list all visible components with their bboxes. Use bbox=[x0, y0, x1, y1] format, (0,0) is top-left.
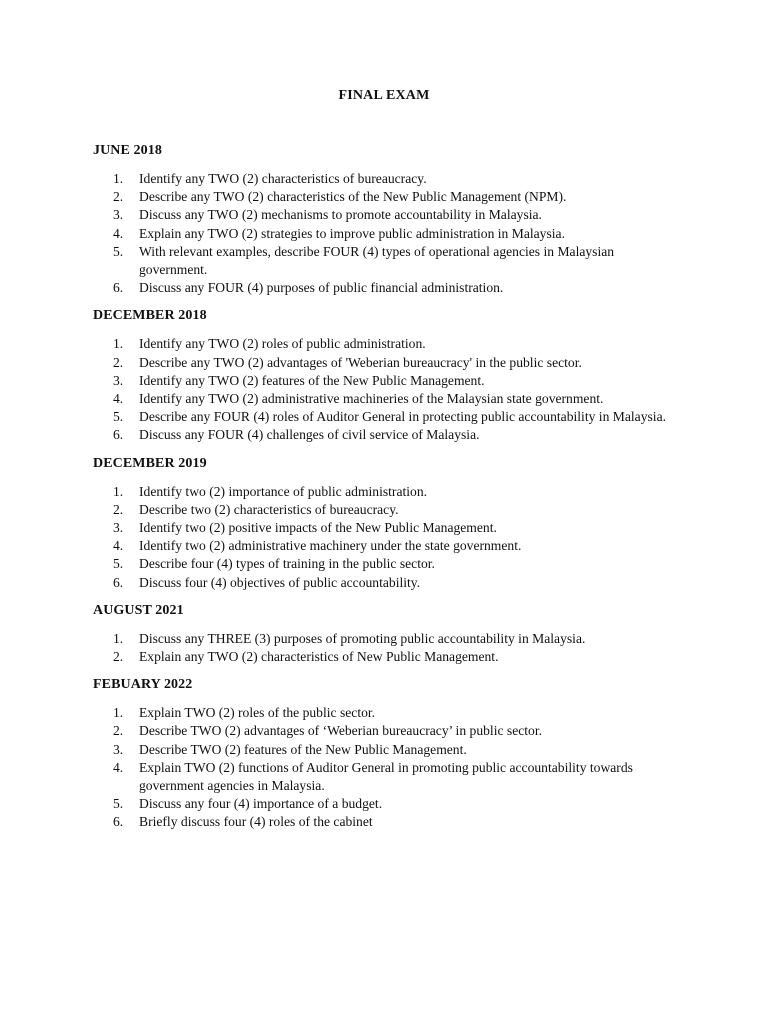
question-number: 2. bbox=[113, 649, 124, 665]
question-item bbox=[93, 741, 693, 759]
question-text: Discuss any four (4) importance of a budget. bbox=[139, 796, 383, 812]
document-title: FINAL EXAM bbox=[338, 88, 430, 103]
question-item bbox=[93, 574, 693, 592]
question-number: 6. bbox=[113, 280, 124, 296]
question-number: 2. bbox=[113, 189, 124, 205]
question-text: Describe any FOUR (4) roles of Auditor General in protecting public accountability in Malaysia. bbox=[139, 409, 666, 425]
question-number: 5. bbox=[113, 243, 124, 259]
section-heading: FEBUARY 2022 bbox=[93, 677, 193, 693]
question-item bbox=[93, 722, 693, 740]
question-number: 1. bbox=[113, 483, 124, 499]
exam-section bbox=[93, 455, 693, 592]
question-item bbox=[93, 279, 693, 297]
question-number: 1. bbox=[113, 630, 124, 646]
question-number: 2. bbox=[113, 501, 124, 517]
question-item bbox=[93, 759, 693, 795]
question-item bbox=[93, 335, 693, 353]
exam-section bbox=[93, 602, 693, 666]
question-text: With relevant examples, describe FOUR (4) types of operational agencies in Malaysian government. bbox=[139, 243, 615, 278]
question-number: 3. bbox=[113, 372, 124, 388]
question-text: Describe any TWO (2) advantages of 'Weberian bureaucracy' in the public sector. bbox=[139, 354, 582, 370]
question-number: 3. bbox=[113, 520, 124, 536]
question-text: Explain TWO (2) roles of the public sector. bbox=[139, 705, 376, 721]
question-list bbox=[93, 483, 693, 592]
question-number: 4. bbox=[113, 759, 124, 775]
question-item bbox=[93, 372, 693, 390]
question-text: Briefly discuss four (4) roles of the cabinet bbox=[139, 814, 373, 830]
question-text: Discuss any FOUR (4) challenges of civil service of Malaysia. bbox=[139, 427, 480, 443]
question-item bbox=[93, 813, 693, 831]
section-heading: DECEMBER 2019 bbox=[93, 455, 207, 471]
question-number: 6. bbox=[113, 574, 124, 590]
question-item bbox=[93, 426, 693, 444]
question-text: Identify any TWO (2) roles of public administration. bbox=[139, 336, 426, 352]
question-text: Explain TWO (2) functions of Auditor General in promoting public accountability towards government agencies in Malaysia. bbox=[139, 759, 633, 794]
section-heading: AUGUST 2021 bbox=[93, 602, 184, 618]
question-number: 2. bbox=[113, 723, 124, 739]
question-text: Describe two (2) characteristics of bureaucracy. bbox=[139, 501, 399, 517]
question-number: 3. bbox=[113, 207, 124, 223]
section-heading: DECEMBER 2018 bbox=[93, 308, 207, 324]
question-text: Describe four (4) types of training in the public sector. bbox=[139, 556, 435, 572]
question-text: Identify any TWO (2) administrative machineries of the Malaysian state government. bbox=[139, 391, 604, 407]
question-number: 5. bbox=[113, 796, 124, 812]
question-number: 2. bbox=[113, 354, 124, 370]
question-item bbox=[93, 170, 693, 188]
question-text: Identify any TWO (2) characteristics of bureaucracy. bbox=[139, 171, 427, 186]
question-item bbox=[93, 519, 693, 537]
exam-section bbox=[93, 676, 693, 831]
question-text: Identify two (2) importance of public administration. bbox=[139, 483, 428, 499]
question-item bbox=[93, 648, 693, 666]
question-item bbox=[93, 390, 693, 408]
question-number: 4. bbox=[113, 538, 124, 554]
question-text: Identify two (2) administrative machinery under the state government. bbox=[139, 538, 522, 554]
question-text: Discuss four (4) objectives of public accountability. bbox=[139, 574, 421, 590]
question-item bbox=[93, 704, 693, 722]
question-item bbox=[93, 501, 693, 519]
question-item bbox=[93, 354, 693, 372]
question-number: 4. bbox=[113, 225, 124, 241]
question-list bbox=[93, 630, 693, 666]
question-text: Identify two (2) positive impacts of the New Public Management. bbox=[139, 520, 497, 536]
question-item bbox=[93, 243, 693, 279]
exam-section bbox=[93, 307, 693, 444]
question-number: 5. bbox=[113, 556, 124, 572]
question-text: Identify any TWO (2) features of the New Public Management. bbox=[139, 372, 485, 388]
exam-sections bbox=[93, 142, 693, 842]
question-text: Discuss any THREE (3) purposes of promoting public accountability in Malaysia. bbox=[139, 630, 586, 646]
question-text: Discuss any TWO (2) mechanisms to promote accountability in Malaysia. bbox=[139, 207, 542, 223]
question-item bbox=[93, 206, 693, 224]
question-item bbox=[93, 555, 693, 573]
question-item bbox=[93, 483, 693, 501]
question-text: Describe TWO (2) features of the New Public Management. bbox=[139, 741, 467, 757]
question-item bbox=[93, 225, 693, 243]
question-number: 6. bbox=[113, 427, 124, 443]
question-item bbox=[93, 408, 693, 426]
section-heading: JUNE 2018 bbox=[93, 143, 162, 158]
exam-section bbox=[93, 142, 693, 297]
question-number: 1. bbox=[113, 705, 124, 721]
question-item bbox=[93, 630, 693, 648]
question-number: 1. bbox=[113, 336, 124, 352]
question-list bbox=[93, 170, 693, 297]
question-number: 1. bbox=[113, 171, 124, 186]
question-text: Describe any TWO (2) characteristics of the New Public Management (NPM). bbox=[139, 189, 567, 205]
question-list bbox=[93, 335, 693, 444]
question-item bbox=[93, 188, 693, 206]
question-text: Discuss any FOUR (4) purposes of public financial administration. bbox=[139, 280, 504, 296]
question-text: Explain any TWO (2) strategies to improve public administration in Malaysia. bbox=[139, 225, 565, 241]
question-number: 3. bbox=[113, 741, 124, 757]
question-item bbox=[93, 537, 693, 555]
question-text: Describe TWO (2) advantages of ‘Weberian bureaucracy’ in public sector. bbox=[139, 723, 543, 739]
question-number: 6. bbox=[113, 814, 124, 830]
question-text: Explain any TWO (2) characteristics of New Public Management. bbox=[139, 649, 499, 665]
question-item bbox=[93, 795, 693, 813]
question-number: 5. bbox=[113, 409, 124, 425]
question-number: 4. bbox=[113, 391, 124, 407]
question-list bbox=[93, 704, 693, 831]
